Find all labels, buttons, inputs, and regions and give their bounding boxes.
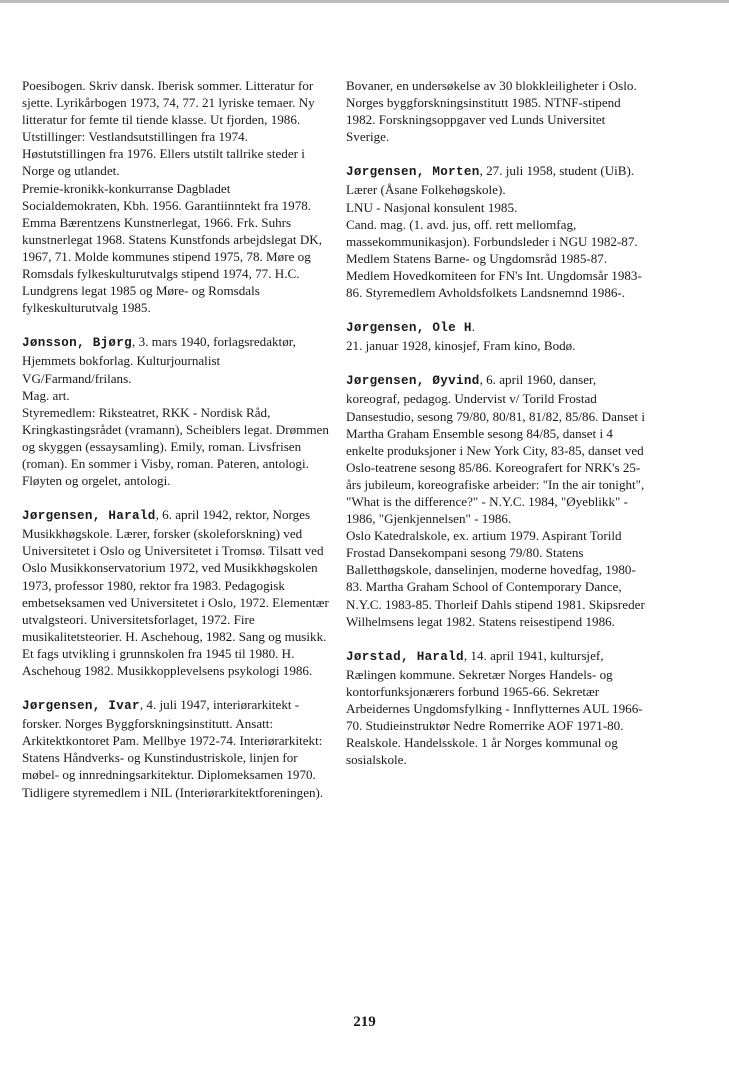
entry-text: LNU - Nasjonal konsulent 1985.	[346, 199, 518, 215]
entry-jonsson-bjorg	[22, 333, 330, 489]
entry-jorgensen-ivar	[22, 696, 330, 801]
entry-continuation	[22, 77, 330, 316]
entry-text: Mag. art.	[22, 387, 70, 403]
entry-jorgensen-oyvind	[346, 371, 651, 629]
entry-text: Poesibogen. Skriv dansk. Iberisk sommer. Litteratur for sjette. Lyrikårbogen 1973, 74, 77. 21 lyriske temaer. Ny litteratur for femte til tiende klasse. Ut fjorden, 1986. Utstillinger: Vestlandsutstillingen fra 1974. Høstutstillingen fra 1976. Ellers utstilt tallrike steder i Norge og utlandet.	[22, 78, 315, 179]
entry-name: Jørgensen, Ole H	[346, 321, 472, 336]
entry-text: Cand. mag. (1. avd. jus, off. rett mellomfag, massekommunikasjon). Forbundsleder i NGU 1982-87. Medlem Statens Barne- og Ungdomsråd 1985-87. Medlem Hovedkomiteen for FN's Int. Ungdomsår 1983-86. Styremedlem Avholdsfolkets Landsnemnd 1986-.	[346, 216, 642, 301]
entry-name: Jørgensen, Øyvind	[346, 374, 480, 389]
entry-text: .	[471, 319, 476, 335]
entry-text: Realskole. Handelsskole. 1 år Norges kommunal og sosialskole.	[346, 735, 618, 768]
entry-jorgensen-harald	[22, 506, 330, 679]
entry-text: , 6. april 1960, danser, koreograf, pedagog. Undervist v/ Torild Frostad Dansestudio, sesong 79/80, 80/81, 81/82, 85/86. Danset i Martha Graham Ensemble sesong 84/85, danset i 4 enkelte produksjoner i New York City, 83-85, danset ved Oslo-teatrene sesong 85/86. Koreografert for NRK's 25-års jubileum, koreografiske arbeider: "In the air tonight", "What is the difference?" - N.Y.C. 1984, "Øyeblikk" - 1986, "Gjenkjennelsen" - 1986.	[346, 372, 645, 527]
entry-name: Jørgensen, Ivar	[22, 699, 140, 714]
entry-text: , 27. juli 1958, student (UiB).	[479, 163, 635, 179]
top-scan-edge	[0, 0, 729, 3]
entry-text: Lærer (Åsane Folkehøgskole).	[346, 182, 506, 198]
page-number: 219	[353, 1014, 376, 1030]
entry-text: , 4. juli 1947, interiørarkitekt - forsker. Norges Byggforskningsinstitutt. Ansatt: Arkitektkontoret Pam. Mellbye 1972-74. Interiørarkitekt: Statens Håndverks- og Kunstindustriskole, linjen for møbel- og innredningsarkitektur. Diplomeksamen 1970. Tidligere styremedlem i NIL (Interiørarkitektforeningen).	[22, 697, 324, 800]
entry-name: Jørgensen, Harald	[22, 509, 156, 524]
entry-name: Jørgensen, Morten	[346, 165, 480, 180]
entry-name: Jønsson, Bjørg	[22, 336, 133, 351]
entry-text: Styremedlem: Riksteatret, RKK - Nordisk Råd, Kringkastingsrådet (vramann), Scheiblers legat. Drømmen og skyggen (essaysamling). Emily, roman. Livsfrisen (roman). En sommer i Visby, roman. Pateren, antologi. Fløyten og orgelet, antologi.	[22, 404, 329, 489]
entry-jorgensen-morten	[346, 162, 651, 301]
entry-jorgensen-ole	[346, 318, 651, 354]
entry-text: , 6. april 1942, rektor, Norges Musikkhøgskole. Lærer, forsker (skoleforskning) ved Universitetet i Oslo og Universitetet i Tromsø. Tilsatt ved Oslo Musikkonservatorium 1972, ved Musikkhøgskolen 1973, professor 1980, rektor fra 1983. Pedagogisk embetseksamen ved Universitetet i Oslo, 1972. Elementær utvalgsteori. Universitetsforlaget, 1972. Fire musikalitetsteorier. H. Aschehoug, 1982. Sang og musikk. Et fags utvikling i grunnskolen fra 1945 til 1980. H. Aschehoug 1982. Musikkopplevelsens psykologi 1986.	[22, 507, 329, 678]
right-column	[346, 77, 651, 785]
entry-text: , 3. mars 1940, forlagsredaktør, Hjemmets bokforlag. Kulturjournalist VG/Farmand/frilans.	[22, 334, 296, 386]
entry-continuation	[346, 77, 651, 145]
entry-text: , 14. april 1941, kultursjef, Rælingen kommune. Sekretær Norges Handels- og kontorfunksjonærers forbund 1965-66. Sekretær Arbeidernes Ungdomsfylking - Innflytternes AUL 1966-70. Studieinstruktør Nedre Romerrike AOF 1971-80.	[346, 647, 643, 734]
entry-text: 21. januar 1928, kinosjef, Fram kino, Bodø.	[346, 338, 576, 354]
entry-text: Bovaner, en undersøkelse av 30 blokkleiligheter i Oslo. Norges byggforskningsinstitutt 1985. NTNF-stipend 1982. Forskningsoppgaver ved Lunds Universitet Sverige.	[346, 78, 637, 145]
entry-text: Premie-kronikk-konkurranse Dagbladet Socialdemokraten, Kbh. 1956. Garantiinntekt fra 1978. Emma Bærentzens Kunstnerlegat, 1966. Frk. Suhrs kunstnerlegat 1968. Statens Kunstfonds arbejdslegat DK, 1967, 71. Molde kommunes stipend 1975, 78. Møre og Romsdals fylkeskulturutvalgs stipend 1974, 77. H.C. Lundgrens legat 1985 og Møre- og Romsdals fylkeskulturutvalg 1985.	[22, 180, 323, 316]
entry-jorstad-harald	[346, 647, 651, 769]
entry-text: Oslo Katedralskole, ex. artium 1979. Aspirant Torild Frostad Dansekompani sesong 79/80. Statens Balletthøgskole, danselinjen, moderne hovedfag, 1980-83. Martha Graham School of Contemporary Dance, N.Y.C. 1983-85. Thorleif Dahls stipend 1981. Skipsreder Wilhelmsens legat 1982. Statens reisestipend 1986.	[346, 528, 645, 629]
entry-name: Jørstad, Harald	[346, 649, 464, 664]
left-column	[22, 77, 330, 818]
